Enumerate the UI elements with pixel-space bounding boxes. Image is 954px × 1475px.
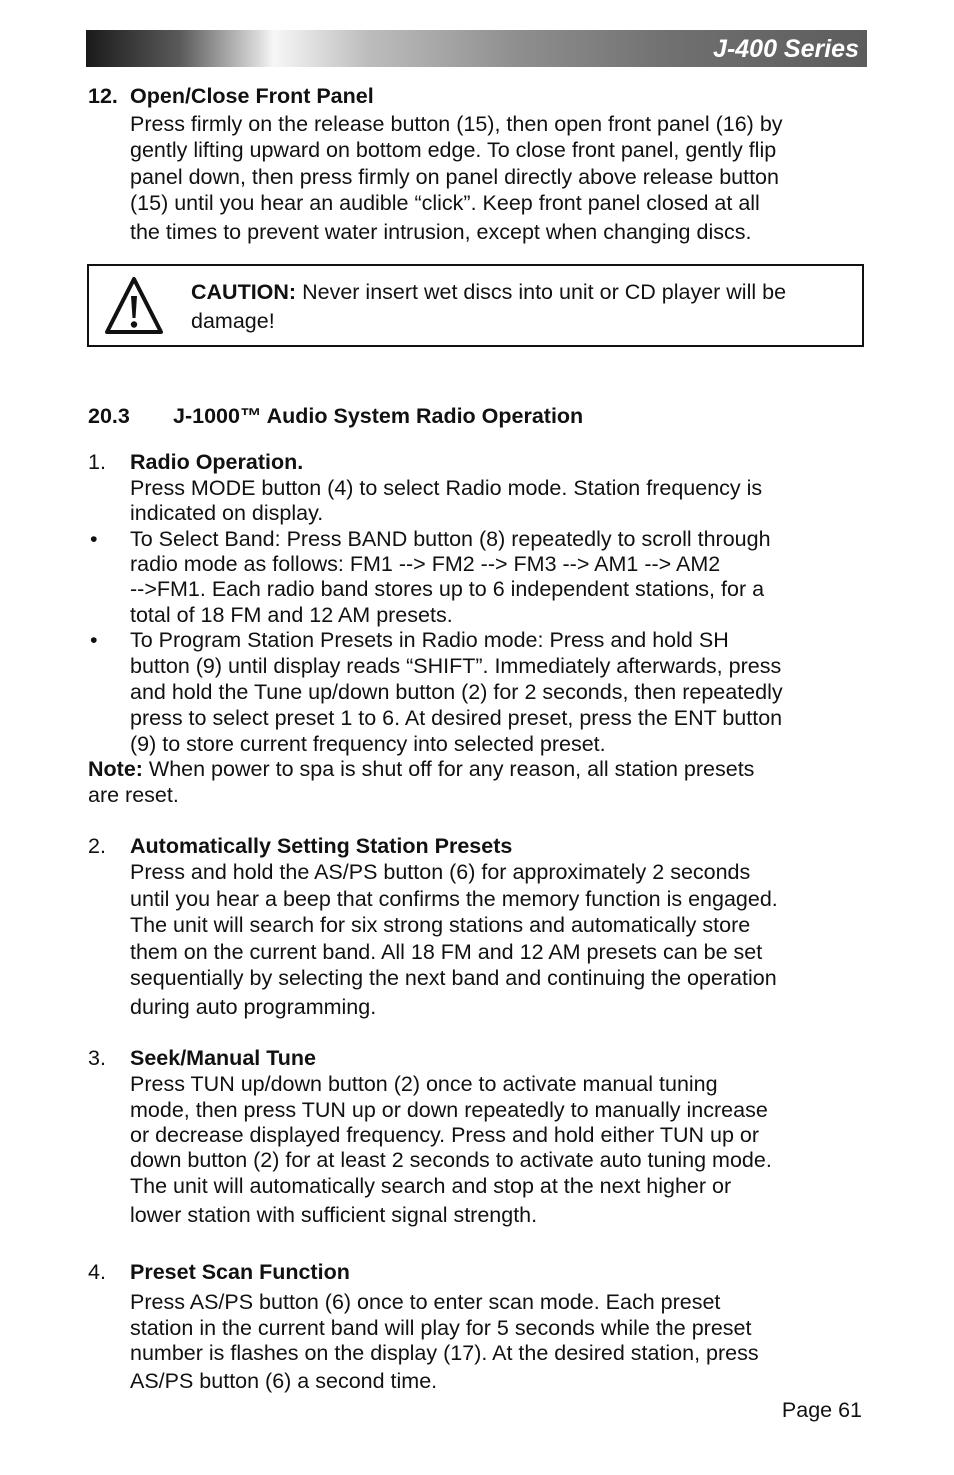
item-12-line: the times to prevent water intrusion, except when changing discs. <box>130 220 752 244</box>
bullet-1-line: To Select Band: Press BAND button (8) repeatedly to scroll through <box>130 527 771 551</box>
item-3-line: lower station with sufficient signal strength. <box>130 1203 538 1227</box>
section-number: 20.3 <box>88 404 130 428</box>
item-2-number: 2. <box>88 834 106 858</box>
item-12-line: gently lifting upward on bottom edge. To close front panel, gently flip <box>130 138 777 162</box>
bullet-2-line: press to select preset 1 to 6. At desired preset, press the ENT button <box>130 706 783 730</box>
item-3-line: mode, then press TUN up or down repeatedly to manually increase <box>130 1098 768 1122</box>
warning-triangle-icon <box>103 274 165 338</box>
item-2-line: Press and hold the AS/PS button (6) for approximately 2 seconds <box>130 860 751 884</box>
caution-line-2: damage! <box>191 309 275 333</box>
item-4-line: number is flashes on the display (17). At the desired station, press <box>130 1341 759 1365</box>
item-2-title: Automatically Setting Station Presets <box>130 834 513 858</box>
item-1-title: Radio Operation. <box>130 450 304 474</box>
item-12-line: Press firmly on the release button (15), then open front panel (16) by <box>130 112 783 136</box>
bullet-1-line: radio mode as follows: FM1 --> FM2 --> FM3 --> AM1 --> AM2 <box>130 552 721 576</box>
header-bar <box>86 30 867 67</box>
item-2-line: until you hear a beep that confirms the memory function is engaged. <box>130 887 778 911</box>
caution-text: Never insert wet discs into unit or CD player will be <box>302 280 787 304</box>
section-title: J-1000™ Audio System Radio Operation <box>173 404 584 428</box>
item-12-title: Open/Close Front Panel <box>130 84 374 108</box>
bullet-2-line: and hold the Tune up/down button (2) for 2 seconds, then repeatedly <box>130 680 783 704</box>
item-3-line: The unit will automatically search and stop at the next higher or <box>130 1174 732 1198</box>
series-title: J-400 Series <box>713 35 859 63</box>
item-4-line: AS/PS button (6) a second time. <box>130 1369 438 1393</box>
item-3-line: Press TUN up/down button (2) once to activate manual tuning <box>130 1072 718 1096</box>
note-text: When power to spa is shut off for any reason, all station presets <box>148 757 755 781</box>
item-12-line: panel down, then press firmly on panel directly above release button <box>130 165 779 189</box>
item-1-line: indicated on display. <box>130 501 324 525</box>
item-4-number: 4. <box>88 1260 106 1284</box>
note-line-2: are reset. <box>88 783 179 807</box>
bullet-2-line: button (9) until display reads “SHIFT”. Immediately afterwards, press <box>130 654 782 678</box>
item-2-line: The unit will search for six strong stations and automatically store <box>130 913 751 937</box>
item-3-line: or decrease displayed frequency. Press and hold either TUN up or <box>130 1123 760 1147</box>
item-12-line: (15) until you hear an audible “click”. Keep front panel closed at all <box>130 191 760 215</box>
item-2-line: sequentially by selecting the next band and continuing the operation <box>130 966 777 990</box>
caution-label: CAUTION: <box>191 280 297 304</box>
item-12-number: 12. <box>88 84 118 108</box>
note-label: Note: <box>88 757 143 781</box>
note-line-1 <box>88 757 754 783</box>
caution-line-1 <box>191 280 786 306</box>
item-3-line: down button (2) for at least 2 seconds to activate auto tuning mode. <box>130 1148 772 1172</box>
item-1-number: 1. <box>88 450 106 474</box>
bullet-1-line: total of 18 FM and 12 AM presets. <box>130 603 453 627</box>
bullet-2-line: (9) to store current frequency into selected preset. <box>130 732 606 756</box>
bullet-2-line: To Program Station Presets in Radio mode: Press and hold SH <box>130 628 729 652</box>
item-2-line: them on the current band. All 18 FM and 12 AM presets can be set <box>130 940 763 964</box>
item-3-title: Seek/Manual Tune <box>130 1046 316 1070</box>
item-4-line: station in the current band will play for 5 seconds while the preset <box>130 1316 752 1340</box>
page-number: Page 61 <box>781 1398 862 1422</box>
item-1-line: Press MODE button (4) to select Radio mode. Station frequency is <box>130 476 763 500</box>
bullet-1-line: -->FM1. Each radio band stores up to 6 independent stations, for a <box>130 577 765 601</box>
item-3-number: 3. <box>88 1046 106 1070</box>
bullet-2-symbol: • <box>90 628 98 652</box>
bullet-1-symbol: • <box>90 527 98 551</box>
item-4-line: Press AS/PS button (6) once to enter scan mode. Each preset <box>130 1290 721 1314</box>
item-2-line: during auto programming. <box>130 995 377 1019</box>
item-4-title: Preset Scan Function <box>130 1260 350 1284</box>
